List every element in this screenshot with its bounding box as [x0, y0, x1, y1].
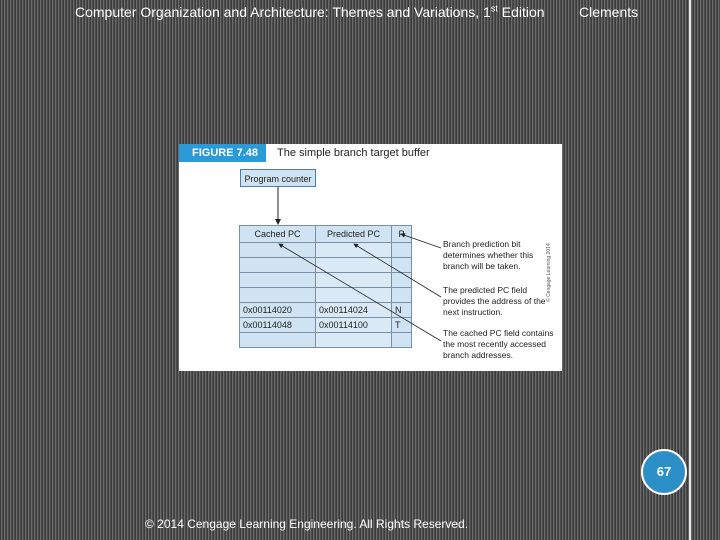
- figure-caption: The simple branch target buffer: [277, 147, 430, 159]
- figure-credit: © Cengage Learning 2014: [546, 243, 552, 302]
- slide-header-author: Clements: [579, 4, 639, 20]
- table-row: 0x00114020 0x00114024 N: [240, 303, 412, 318]
- figure-image: [179, 144, 562, 371]
- cached-pc-pointer: [279, 244, 441, 341]
- header-cached-pc: Cached PC: [240, 226, 316, 243]
- program-counter-box: Program counter: [240, 169, 316, 187]
- prediction-bit-pointer: [401, 234, 441, 248]
- copyright-footer: © 2014 Cengage Learning Engineering. All Rights Reserved.: [145, 517, 469, 531]
- slide-header-title: Computer Organization and Architecture: Themes and Variations, 1st Edition: [75, 3, 545, 20]
- page-number-badge: 67: [641, 449, 687, 495]
- note-cached-pc: The cached PC field contains the most recently accessed branch addresses.: [443, 328, 554, 360]
- figure-number: FIGURE 7.48: [179, 144, 266, 162]
- note-prediction-bit: Branch prediction bit determines whether this branch will be taken.: [443, 239, 534, 271]
- note-predicted-pc: The predicted PC field provides the address of the next instruction.: [443, 285, 546, 317]
- table-row: 0x00114048 0x00114100 T: [240, 318, 412, 333]
- predicted-pc-pointer: [354, 244, 441, 297]
- header-predicted-pc: Predicted PC: [316, 226, 392, 243]
- header-prediction-bit: P: [392, 226, 412, 243]
